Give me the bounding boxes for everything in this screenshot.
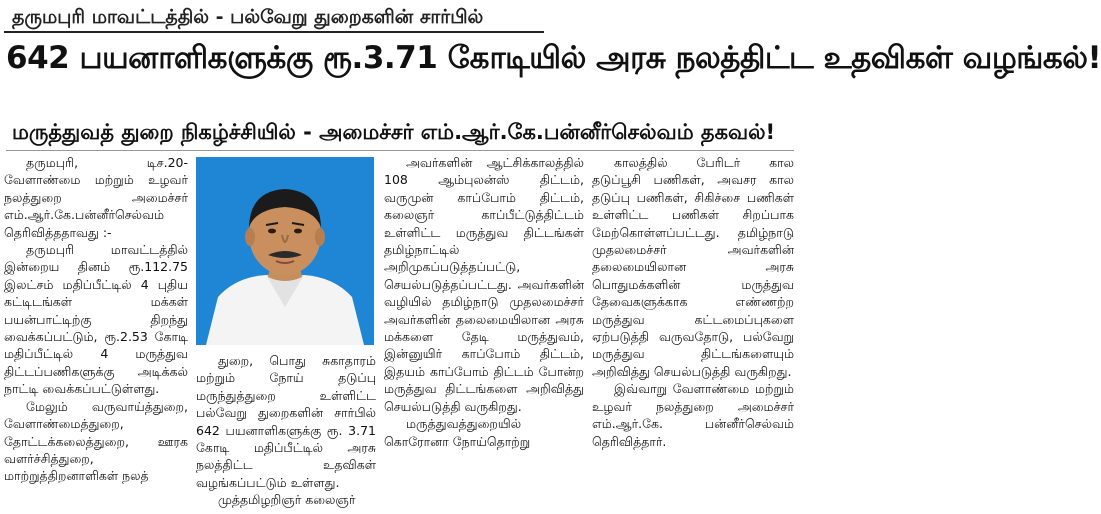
portrait-illustration	[196, 157, 374, 345]
paragraph: முத்தமிழறிஞர் கலைஞர்	[218, 492, 356, 508]
kicker-line: தருமபுரி மாவட்டத்தில் - பல்வேறு துறைகளின் சார்பில்	[12, 6, 484, 28]
minister-portrait-photo	[196, 157, 374, 345]
paragraph: மேலும் வருவாய்த்துறை, வேளாண்மைத்துறை, தோட்டக்கலைத்துறை, ஊரக வளர்ச்சித்துறை, மாற்றுத்திறனாளிகள் நலத்	[4, 398, 188, 484]
kicker-underline	[4, 31, 544, 33]
paragraph: மருத்துவத்துறையில் கொரோனா நோய்தொற்று	[384, 416, 531, 449]
paragraph: தருமபுரி மாவட்டத்தில் இன்றைய தினம் ரூ.112.75 இலட்சம் மதிப்பீட்டில் 4 புதிய கட்டிடங்கள் மக்கள் பயன்பாட்டிற்கு திறந்து வைக்கப்பட்டும், ரூ.2.53 கோடி மதிப்பீட்டில் 4 மருத்துவ திட்டப்பணிகளுக்கு அடிக்கல் நாட்டி வைக்கப்பட்டுள்ளது.	[4, 242, 188, 397]
paragraph: அவர்களின் ஆட்சிக்காலத்தில் 108 ஆம்புலன்ஸ் திட்டம், வருமுன் காப்போம் திட்டம், கலைஞர் காப்பீட்டுத்திட்டம் உள்ளிட்ட மருத்துவ திட்டங்கள் தமிழ்நாட்டில் அறிமுகப்படுத்தப்பட்டு, செயல்படுத்தப்பட்டது. அவர்களின் வழியில் தமிழ்நாடு முதலமைச்சர் அவர்களின் தலைமையிலான அரசு மக்களை தேடி மருத்துவம், இன்னுயிர் காப்போம் திட்டம், இதயம் காப்போம் திட்டம் போன்ற மருத்துவ திட்டங்களை அறிவித்து செயல்படுத்தி வருகிறது.	[384, 155, 584, 414]
subheadline: மருத்துவத் துறை நிகழ்ச்சியில் - அமைச்சர் எம்.ஆர்.கே.பன்னீர்செல்வம் தகவல்!	[12, 120, 776, 144]
paragraph: தருமபுரி, டிச.20- வேளாண்மை மற்றும் உழவர் நலத்துறை அமைச்சர் எம்.ஆர்.கே.பன்னீர்செல்வம் தெரிவித்ததாவது :-	[4, 155, 188, 240]
paragraph: காலத்தில் பேரிடர் கால தடுப்பூசி பணிகள், அவசர கால தடுப்பு பணிகள், சிகிச்சை பணிகள் உள்ளிட்ட பணிகள் சிறப்பாக மேற்கொள்ளப்பட்டது. தமிழ்நாடு முதலமைச்சர் அவர்களின் தலைமையிலான அரசு பொதுமக்களின் மருத்துவ தேவைகளுக்காக எண்ணற்ற மருத்துவ கட்டமைப்புகளை ஏற்படுத்தி வருவதோடு, பல்வேறு மருத்துவ திட்டங்களையும் அறிவித்து செயல்படுத்தி வருகிறது.	[592, 155, 794, 379]
paragraph: இவ்வாறு வேளாண்மை மற்றும் உழவர் நலத்துறை அமைச்சர் எம்.ஆர்.கே. பன்னீர்செல்வம் தெரிவித்தார்.	[592, 381, 794, 449]
header-divider	[6, 150, 794, 151]
article-column-1	[4, 154, 188, 510]
article-column-4	[592, 154, 794, 510]
article-column-2	[196, 352, 376, 510]
paragraph: துறை, பொது சுகாதாரம் மற்றும் நோய் தடுப்பு மருந்துத்துறை உள்ளிட்ட பல்வேறு துறைகளின் சார்பில் 642 பயனாளிகளுக்கு ரூ. 3.71 கோடி மதிப்பீட்டில் அரசு நலத்திட்ட உதவிகள் வழங்கப்பட்டும் உள்ளது.	[196, 353, 376, 490]
headline: 642 பயனாளிகளுக்கு ரூ.3.71 கோடியில் அரசு நலத்திட்ட உதவிகள் வழங்கல்!	[6, 40, 1101, 76]
article-column-3	[384, 154, 584, 510]
